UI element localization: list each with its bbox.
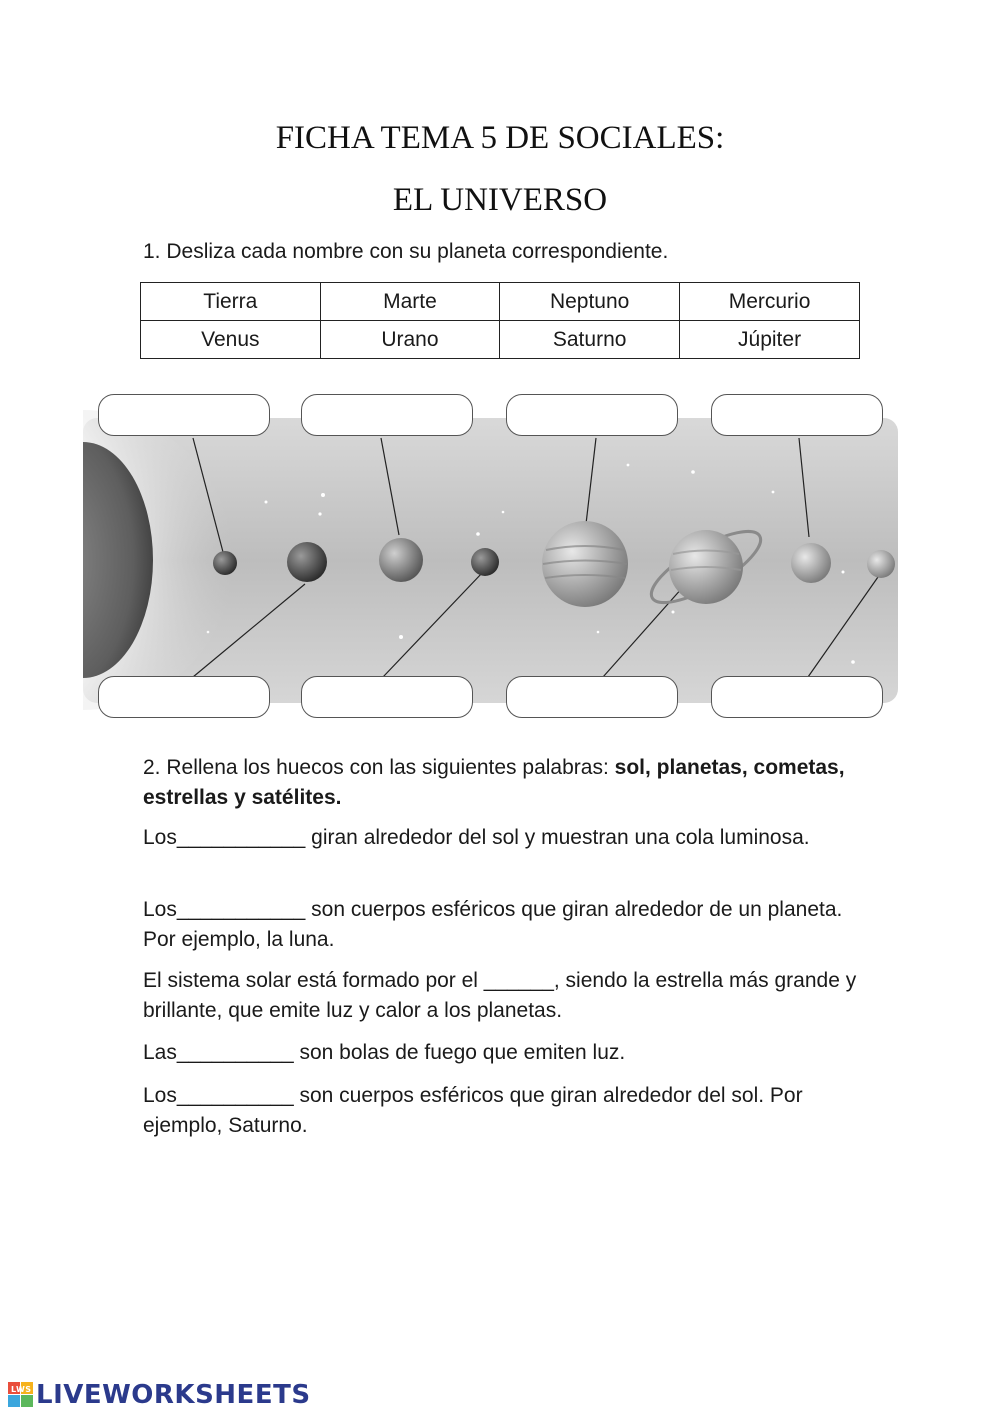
solar-system-diagram (83, 392, 903, 727)
table-row (141, 321, 860, 359)
answer-slot[interactable] (98, 394, 270, 436)
fill-sentence[interactable]: El sistema solar está formado por el ______, siendo la estrella más grande y brillante, que emite luz y calor a los planetas. (143, 969, 857, 1022)
page-subtitle: EL UNIVERSO (392, 182, 608, 218)
answer-slot[interactable] (506, 676, 678, 718)
draggable-word[interactable]: Venus (141, 321, 321, 359)
draggable-word[interactable]: Mercurio (680, 283, 860, 321)
liveworksheets-icon (8, 1382, 34, 1408)
exercise2-instruction-text: 2. Rellena los huecos con las siguientes palabras: (143, 756, 609, 779)
logo-letters: LWS (11, 1385, 32, 1394)
fill-sentence[interactable]: Los___________ son cuerpos esféricos que giran alrededor de un planeta. Por ejemplo, la luna. (143, 898, 843, 951)
answer-slot[interactable] (301, 394, 473, 436)
planet-mars (471, 548, 499, 576)
answer-slot[interactable] (711, 676, 883, 718)
draggable-word[interactable]: Saturno (500, 321, 680, 359)
exercise1-instruction: 1. Desliza cada nombre con su planeta correspondiente. (143, 240, 669, 263)
planet-neptune (867, 550, 895, 578)
planet-earth (379, 538, 423, 582)
draggable-word[interactable]: Júpiter (680, 321, 860, 359)
brand-name: LIVEWORKSHEETS (36, 1380, 311, 1410)
answer-slot[interactable] (711, 394, 883, 436)
draggable-word[interactable]: Urano (320, 321, 500, 359)
planet-venus (287, 542, 327, 582)
planet-mercury (213, 551, 237, 575)
exercise2-word-list: sol, planetas, cometas, estrellas y satélites. (143, 756, 845, 809)
table-row (141, 283, 860, 321)
fill-sentence[interactable]: Los__________ son cuerpos esféricos que giran alrededor del sol. Por ejemplo, Saturno. (143, 1084, 803, 1137)
draggable-word[interactable]: Marte (320, 283, 500, 321)
planet-uranus (791, 543, 831, 583)
draggable-word[interactable]: Neptuno (500, 283, 680, 321)
answer-slot[interactable] (506, 394, 678, 436)
fill-sentence[interactable]: Los___________ giran alrededor del sol y muestran una cola luminosa. (143, 826, 810, 849)
page-title: FICHA TEMA 5 DE SOCIALES: (275, 120, 725, 156)
exercise2-instruction (143, 753, 863, 813)
planet-jupiter (542, 521, 628, 607)
liveworksheets-logo[interactable] (8, 1380, 311, 1410)
draggable-word[interactable]: Tierra (141, 283, 321, 321)
word-bank-table (140, 282, 860, 359)
answer-slot[interactable] (98, 676, 270, 718)
answer-slot[interactable] (301, 676, 473, 718)
fill-sentence[interactable]: Las__________ son bolas de fuego que emiten luz. (143, 1041, 626, 1064)
